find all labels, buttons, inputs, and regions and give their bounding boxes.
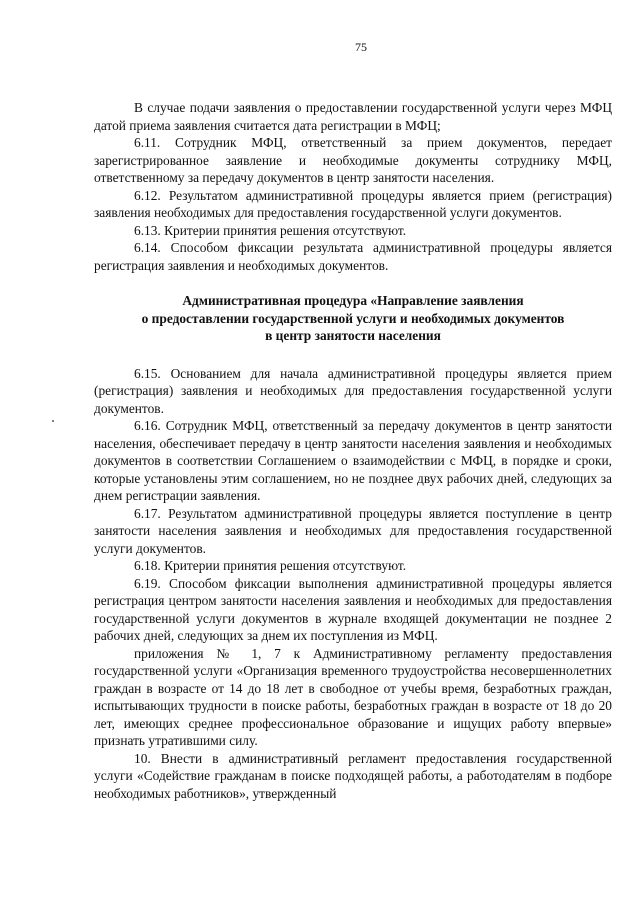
heading-line-2: о предоставлении государственной услуги и необходимых документов [141,310,565,326]
paragraph-6-16: 6.16. Сотрудник МФЦ, ответственный за передачу документов в центр занятости населения, обеспечивает передачу в центр занятости населения заявления и необходимых документов в соответствии Соглашением о взаимодействии с МФЦ, в порядке и сроки, которые установлены этим соглашением, но не позднее двух рабочих дней, следующих за днем регистрации заявления. [94,418,612,503]
heading-line-3: в центр занятости населения [265,328,441,343]
paragraph-6-13: 6.13. Критерии принятия решения отсутствуют. [134,222,407,238]
paragraph-10: 10. Внести в административный регламент предоставления государственной услуги «Содействие гражданам в поиске подходящей работы, а работодателям в подборе необходимых работников», утвержденный [94,750,612,801]
paragraph-6-17: 6.17. Результатом административной процедуры является поступление в центр занятости населения заявления и необходимых для предоставления государственной услуги документов. [94,505,612,556]
section-heading [94,292,612,345]
paragraph-6-15: 6.15. Основанием для начала административной процедуры является прием (регистрация) заявления и необходимых для предоставления государственной услуги документов. [94,365,612,416]
paragraph-6-18: 6.18. Критерии принятия решения отсутствуют. [134,558,407,573]
heading-line-1: Административная процедура «Направление заявления [182,293,524,308]
paragraph-6-12: 6.12. Результатом административной процедуры является прием (регистрация) заявления необходимых для предоставления государственной услуги документов. [94,187,612,220]
paragraph-6-14: 6.14. Способом фиксации результата административной процедуры является регистрация заявления и необходимых документов. [94,240,612,273]
scan-speck [52,420,54,422]
page-number: 75 [355,40,367,54]
paragraph-6-11: 6.11. Сотрудник МФЦ, ответственный за прием документов, передает зарегистрированное заявление и необходимые документы сотруднику МФЦ, ответственному за передачу документов в центр занятости населения. [94,135,612,185]
paragraph-appendix-repeal: приложения № 1, 7 к Административному регламенту предоставления государственной услуги «Организация временного трудоустройства несовершеннолетних граждан в возрасте от 14 до 18 лет в свободное от учебы время, безработных граждан, испытывающих трудности в поиске работы, безработных граждан в возрасте от 18 до 20 лет, имеющих среднее профессиональное образование и ищущих работу впервые» признать утратившими силу. [94,645,612,748]
paragraph-mfc-date: В случае подачи заявления о предоставлении государственной услуги через МФЦ датой приема заявления считается дата регистрации в МФЦ; [94,100,612,133]
paragraph-6-19: 6.19. Способом фиксации выполнения административной процедуры является регистрация центром занятости населения заявления и необходимых для предоставления государственной услуги документов в журнале входящей документации не позднее 2 рабочих дней, следующих за днем их поступления из МФЦ. [94,575,612,643]
